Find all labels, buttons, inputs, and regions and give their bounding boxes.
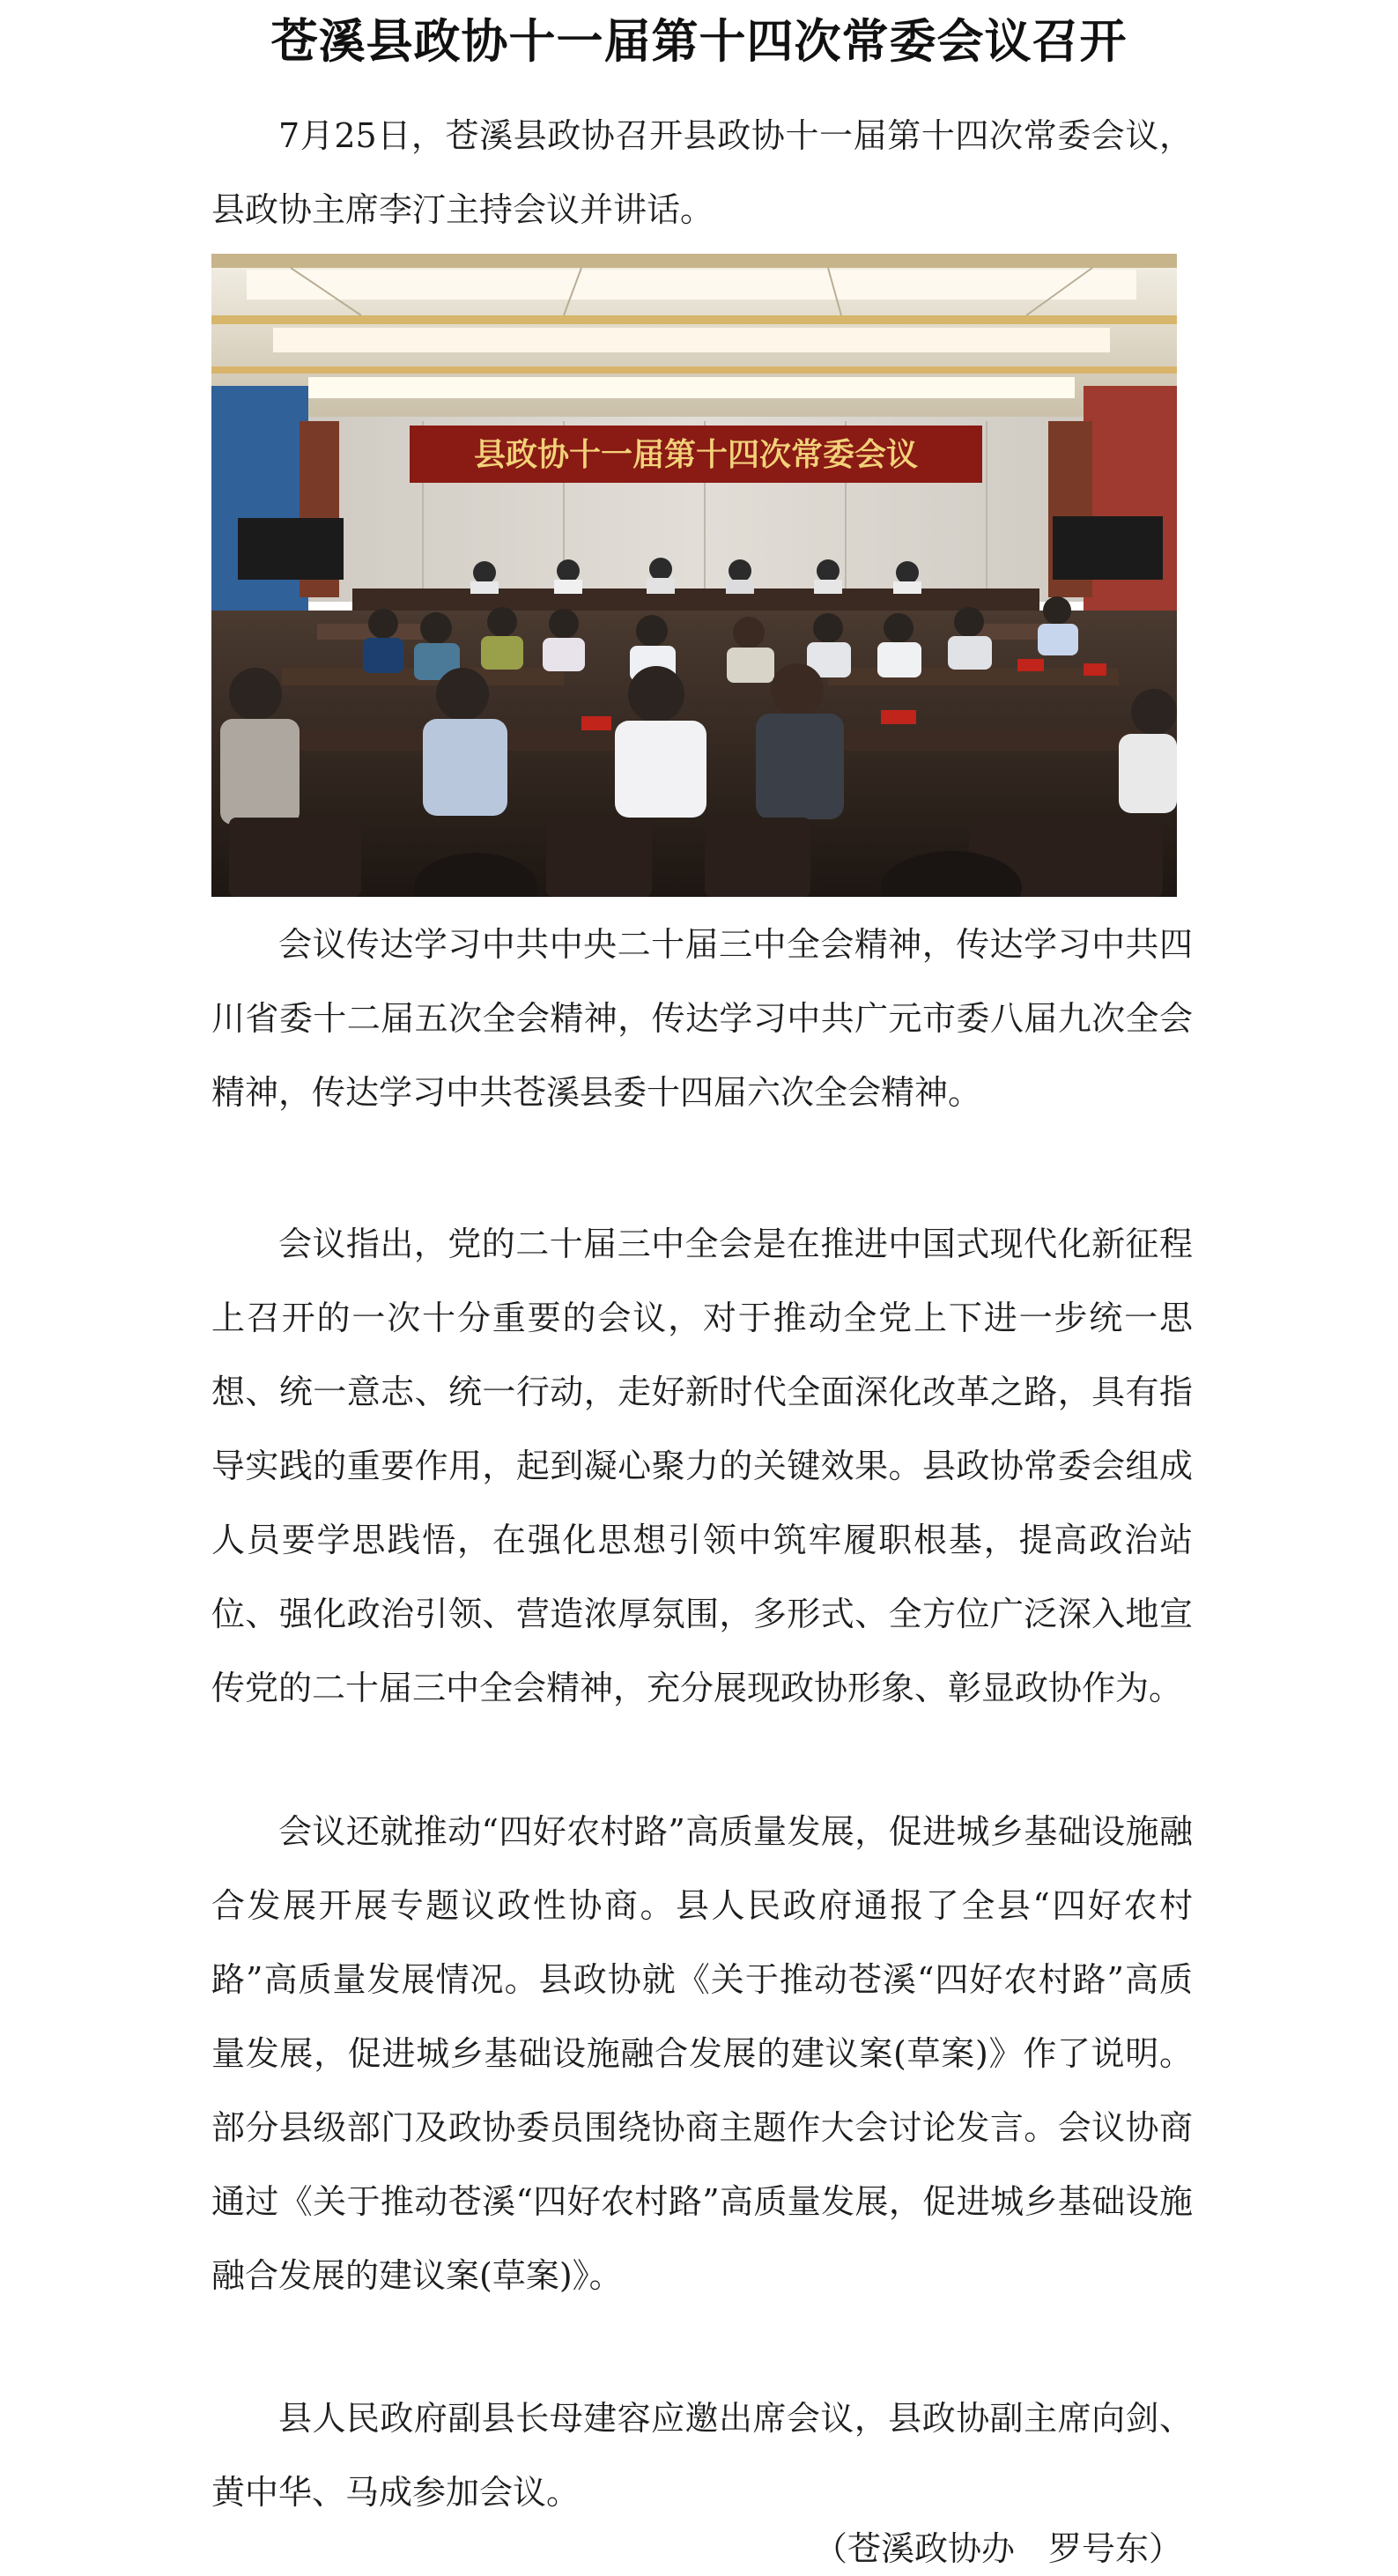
article-paragraph: 会议还就推动“四好农村路”高质量发展，促进城乡基础设施融合发展开展专题议政性协商。县人民政府通报了全县“四好农村路”高质量发展情况。县政协就《关于推动苍溪“四好农村路”高质量发展，促进城乡基础设施融合发展的建议案(草案)》作了说明。部分县级部门及政协委员围绕协商主题作大会讨论发言。会议协商通过《关于推动苍溪“四好农村路”高质量发展，促进城乡基础设施融合发展的建议案(草案)》。 bbox=[211, 1812, 1193, 2295]
article-paragraph: 会议指出，党的二十届三中全会是在推进中国式现代化新征程上召开的一次十分重要的会议，对于推动全党上下进一步统一思想、统一意志、统一行动，走好新时代全面深化改革之路，具有指导实践的重要作用，起到凝心聚力的关键效果。县政协常委会组成人员要学思践悟，在强化思想引领中筑牢履职根基，提高政治站位、强化政治引领、营造浓厚氛围，多形式、全方位广泛深入地宣传党的二十届三中全会精神，充分展现政协形象、彰显政协作为。 bbox=[211, 1225, 1193, 1707]
meeting-photo-illustration bbox=[211, 254, 1177, 897]
tv-left bbox=[238, 518, 344, 580]
dais-table bbox=[352, 588, 1039, 613]
author-signature: （苍溪政协办 罗号东） bbox=[813, 2529, 1182, 2568]
banner-text: 县政协十一届第十四次常委会议 bbox=[473, 436, 919, 473]
article-paragraph: 县人民政府副县长母建容应邀出席会议，县政协副主席向剑、黄中华、马成参加会议。 bbox=[211, 2399, 1193, 2512]
meeting-photo bbox=[211, 254, 1177, 897]
page-title: 苍溪县政协十一届第十四次常委会议召开 bbox=[270, 14, 1128, 69]
article-paragraph: 7月25日，苍溪县政协召开县政协十一届第十四次常委会议，县政协主席李汀主持会议并讲话。 bbox=[211, 116, 1193, 229]
tv-right bbox=[1053, 516, 1163, 580]
article-paragraph: 会议传达学习中共中央二十届三中全会精神，传达学习中共四川省委十二届五次全会精神，传达学习中共广元市委八届九次全会精神，传达学习中共苍溪县委十四届六次全会精神。 bbox=[211, 925, 1193, 1112]
